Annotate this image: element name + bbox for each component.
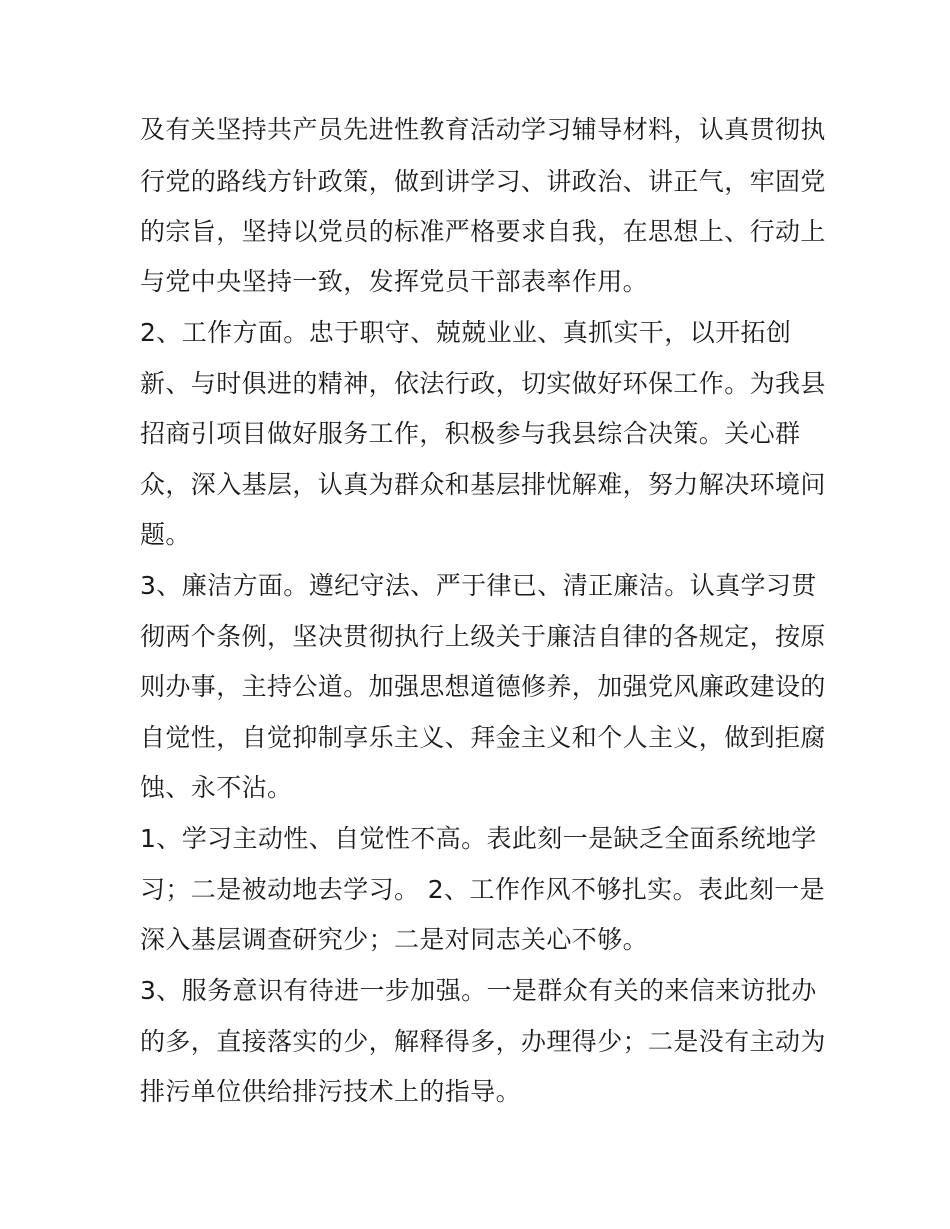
text-line-8: 众，深入基层，认真为群众和基层排忧解难，努力解决环境问 [140,470,826,499]
text-line-6: 新、与时俱进的精神，依法行政，切实做好环保工作。为我县 [140,369,826,398]
text-line-19: 的多，直接落实的少，解释得多，办理得少；二是没有主动为 [140,1027,826,1056]
text-line-3: 的宗旨，坚持以党员的标准严格要求自我，在思想上、行动上 [140,217,826,246]
text-line-11: 彻两个条例，坚决贯彻执行上级关于廉洁自律的各规定，按原 [140,622,826,651]
text-line-9: 题。 [140,520,191,549]
text-line-14: 蚀、永不沾。 [140,773,293,802]
text-line-2: 行党的路线方针政策，做到讲学习、讲政治、讲正气，牢固党 [140,167,826,196]
text-line-1: 及有关坚持共产员先进性教育活动学习辅导材料，认真贯彻执 [140,115,826,144]
text-line-4: 与党中央坚持一致，发挥党员干部表率作用。 [140,267,649,296]
text-line-7: 招商引项目做好服务工作，积极参与我县综合决策。关心群 [140,419,801,448]
text-line-20: 排污单位供给排污技术上的指导。 [140,1077,522,1106]
text-line-15: 1、学习主动性、自觉性不高。表此刻一是缺乏全面系统地学 [140,824,817,853]
text-line-13: 自觉性，自觉抑制享乐主义、拜金主义和个人主义，做到拒腐 [140,723,826,752]
text-line-16: 习；二是被动地去学习。 2、工作作风不够扎实。表此刻一是 [140,875,826,904]
text-line-5: 2、工作方面。忠于职守、兢兢业业、真抓实干，以开拓创 [140,318,792,347]
text-line-12: 则办事，主持公道。加强思想道德修养，加强党风廉政建设的 [140,672,826,701]
text-line-10: 3、廉洁方面。遵纪守法、严于律已、清正廉洁。认真学习贯 [140,571,817,600]
text-line-18: 3、服务意识有待进一步加强。一是群众有关的来信来访批办 [140,976,817,1005]
text-line-17: 深入基层调查研究少；二是对同志关心不够。 [140,925,649,954]
